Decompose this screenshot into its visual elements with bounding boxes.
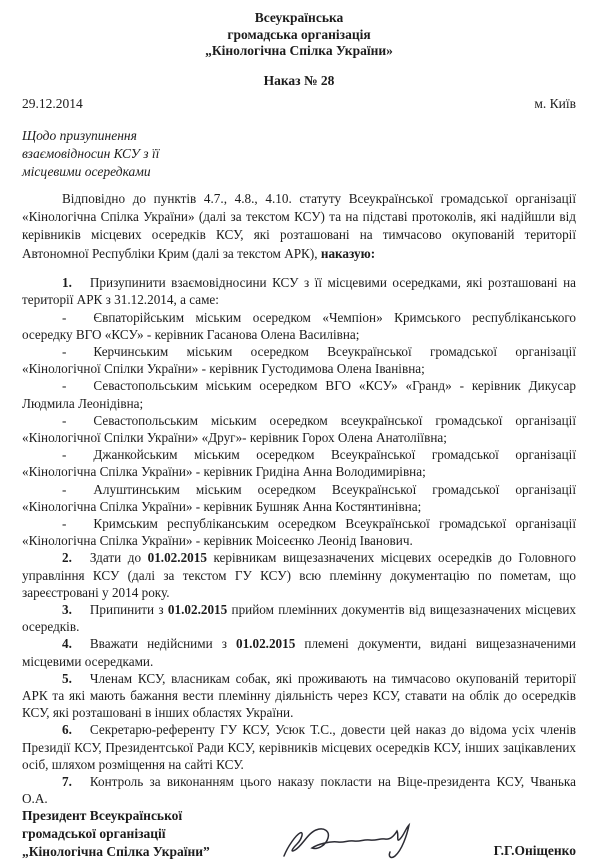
order-item-6	[22, 721, 576, 773]
org-name-line: громадська організація	[227, 26, 371, 42]
bullet-text: Кримським республіканським осередком Всеукраїнської громадської організації «Кінологічна Спілка України» - керівник Моісеєнко Леонід Іванович.	[22, 515, 576, 549]
document-city: м. Київ	[534, 95, 576, 111]
item-bold-date: 01.02.2015	[167, 601, 228, 617]
item-number: 7.	[62, 774, 72, 790]
item-text: Призупинити взаємовідносини КСУ з її місцевими осередками, які розташовані на території АРК з 31.12.2014, а саме:	[22, 275, 576, 308]
signature-icon	[276, 819, 424, 865]
subject-line: місцевими осередками	[22, 163, 151, 179]
bullet-item	[22, 412, 576, 446]
item-text: прийом племінних документів від вищезазначених місцевих осередків.	[22, 601, 577, 635]
bullet-dash: -	[62, 515, 67, 531]
bullet-text: Севастопольським міським осередком всеукраїнської громадської організації «Кінологічної Спілки України» «Друг»- керівник Горох Олена Анатоліївна;	[22, 412, 576, 445]
president-name: Г.Г.Оніщенко	[493, 843, 576, 859]
order-body	[22, 181, 576, 808]
bullet-dash: -	[62, 447, 67, 463]
signature-block	[22, 807, 576, 861]
org-name-line: Всеукраїнська	[254, 10, 344, 25]
item-text: керівникам вищезазначених місцевих осередків до Головного управління КСУ (далі за текстом ГУ КСУ) всю племінну документацію по пометам, що зареєстровані у 2014 року.	[22, 550, 577, 600]
org-name-line: „Кінологічна Спілка України»	[205, 43, 393, 58]
president-title-line: громадської організації	[22, 826, 166, 842]
item-text: Контроль за виконанням цього наказу покласти на Віце-президента КСУ, Чванька О.А.	[22, 774, 576, 807]
subject-block	[22, 127, 576, 181]
order-item-1	[22, 274, 576, 308]
subject-line: Щодо призупинення	[22, 127, 137, 143]
order-item-5	[22, 670, 576, 722]
item-number: 4.	[62, 636, 72, 652]
order-number: Наказ № 28	[263, 72, 335, 88]
bullet-text: Севастопольським міським осередком ВГО «КСУ» «Гранд» - керівник Дикусар Людмила Леонідівна;	[22, 378, 576, 411]
bullet-item	[22, 309, 576, 343]
bullet-item	[22, 515, 576, 549]
org-name	[22, 10, 576, 60]
dateline	[22, 96, 576, 112]
order-item-3	[22, 601, 576, 635]
bullet-item	[22, 446, 576, 480]
item-text: Секретарю-референту ГУ КСУ, Усюк Т.С., довести цей наказ до відома усіх членів Президії КСУ, Президентської Ради КСУ, керівників місцевих осередків КСУ, інших зацікавлених осіб, шляхом розміщення на сайті КСУ.	[22, 722, 576, 772]
intro-paragraph	[22, 190, 576, 264]
bullet-dash: -	[62, 378, 67, 394]
president-title-line: Президент Всеукраїнської	[22, 808, 183, 824]
bullet-dash: -	[62, 412, 67, 428]
bullet-dash: -	[62, 309, 67, 325]
bullet-text: Керчинським міським осередком Всеукраїнської громадської організації «Кінологічної Спілки України» - керівник Густодимова Олена Іванівна;	[22, 343, 576, 377]
order-item-2	[22, 549, 576, 601]
item-number: 5.	[62, 670, 72, 686]
bullet-dash: -	[62, 343, 67, 359]
subject-line: взаємовідносин КСУ з її	[22, 145, 160, 161]
bullet-text: Джанкойським міським осередком Всеукраїнської громадської організації «Кінологічна Спілка України» - керівник Гридіна Анна Володимирівна;	[22, 447, 576, 480]
item-text: Вважати недійсними з	[89, 636, 236, 652]
intro-bold: наказую:	[320, 245, 376, 261]
bullet-item	[22, 343, 576, 377]
item-text: Здати до	[89, 550, 148, 566]
item-number: 3.	[62, 601, 72, 617]
item-text: племені документи, видані вищезазначеними місцевими осередками.	[22, 636, 576, 669]
bullet-text: Алуштинським міським осередком Всеукраїнської громадської організації «Кінологічна Спілка України» - керівник Бушняк Анна Костянтинівна;	[22, 481, 576, 514]
item-number: 6.	[62, 722, 72, 738]
president-title-line: „Кінологічна Спілка України”	[22, 844, 210, 860]
order-item-7	[22, 773, 576, 807]
item-number: 2.	[62, 550, 72, 566]
bullet-item	[22, 377, 576, 411]
order-item-4	[22, 635, 576, 669]
item-text: Припинити з	[89, 601, 168, 617]
intro-text: Відповідно до пунктів 4.7., 4.8., 4.10. статуту Всеукраїнської громадської організації «Кінологічна Спілка України» (далі за текстом КСУ) та на підставі протоколів, які надійшли від керівників місцевих осередків КСУ, які розташовані на тимчасово окупованій території Автономної Республіки Крим (далі за текстом АРК),	[22, 190, 576, 261]
item-bold-date: 01.02.2015	[147, 550, 207, 566]
item-text: Членам КСУ, власникам собак, які проживають на тимчасово окупованій території АРК та які мають бажання вести племінну діяльність через КСУ, ставати на облік до осередків КСУ, які розташовані в інших областях України.	[22, 670, 576, 721]
item-number: 1.	[62, 275, 72, 291]
bullet-dash: -	[62, 481, 67, 497]
document-date: 29.12.2014	[22, 95, 83, 111]
president-title	[22, 807, 210, 861]
bullet-item	[22, 481, 576, 515]
item-bold-date: 01.02.2015	[235, 636, 296, 652]
bullet-text: Євпаторійським міським осередком «Чемпіон» Кримського республіканського осередку ВГО «КСУ» - керівник Гасанова Олена Василівна;	[22, 309, 576, 342]
